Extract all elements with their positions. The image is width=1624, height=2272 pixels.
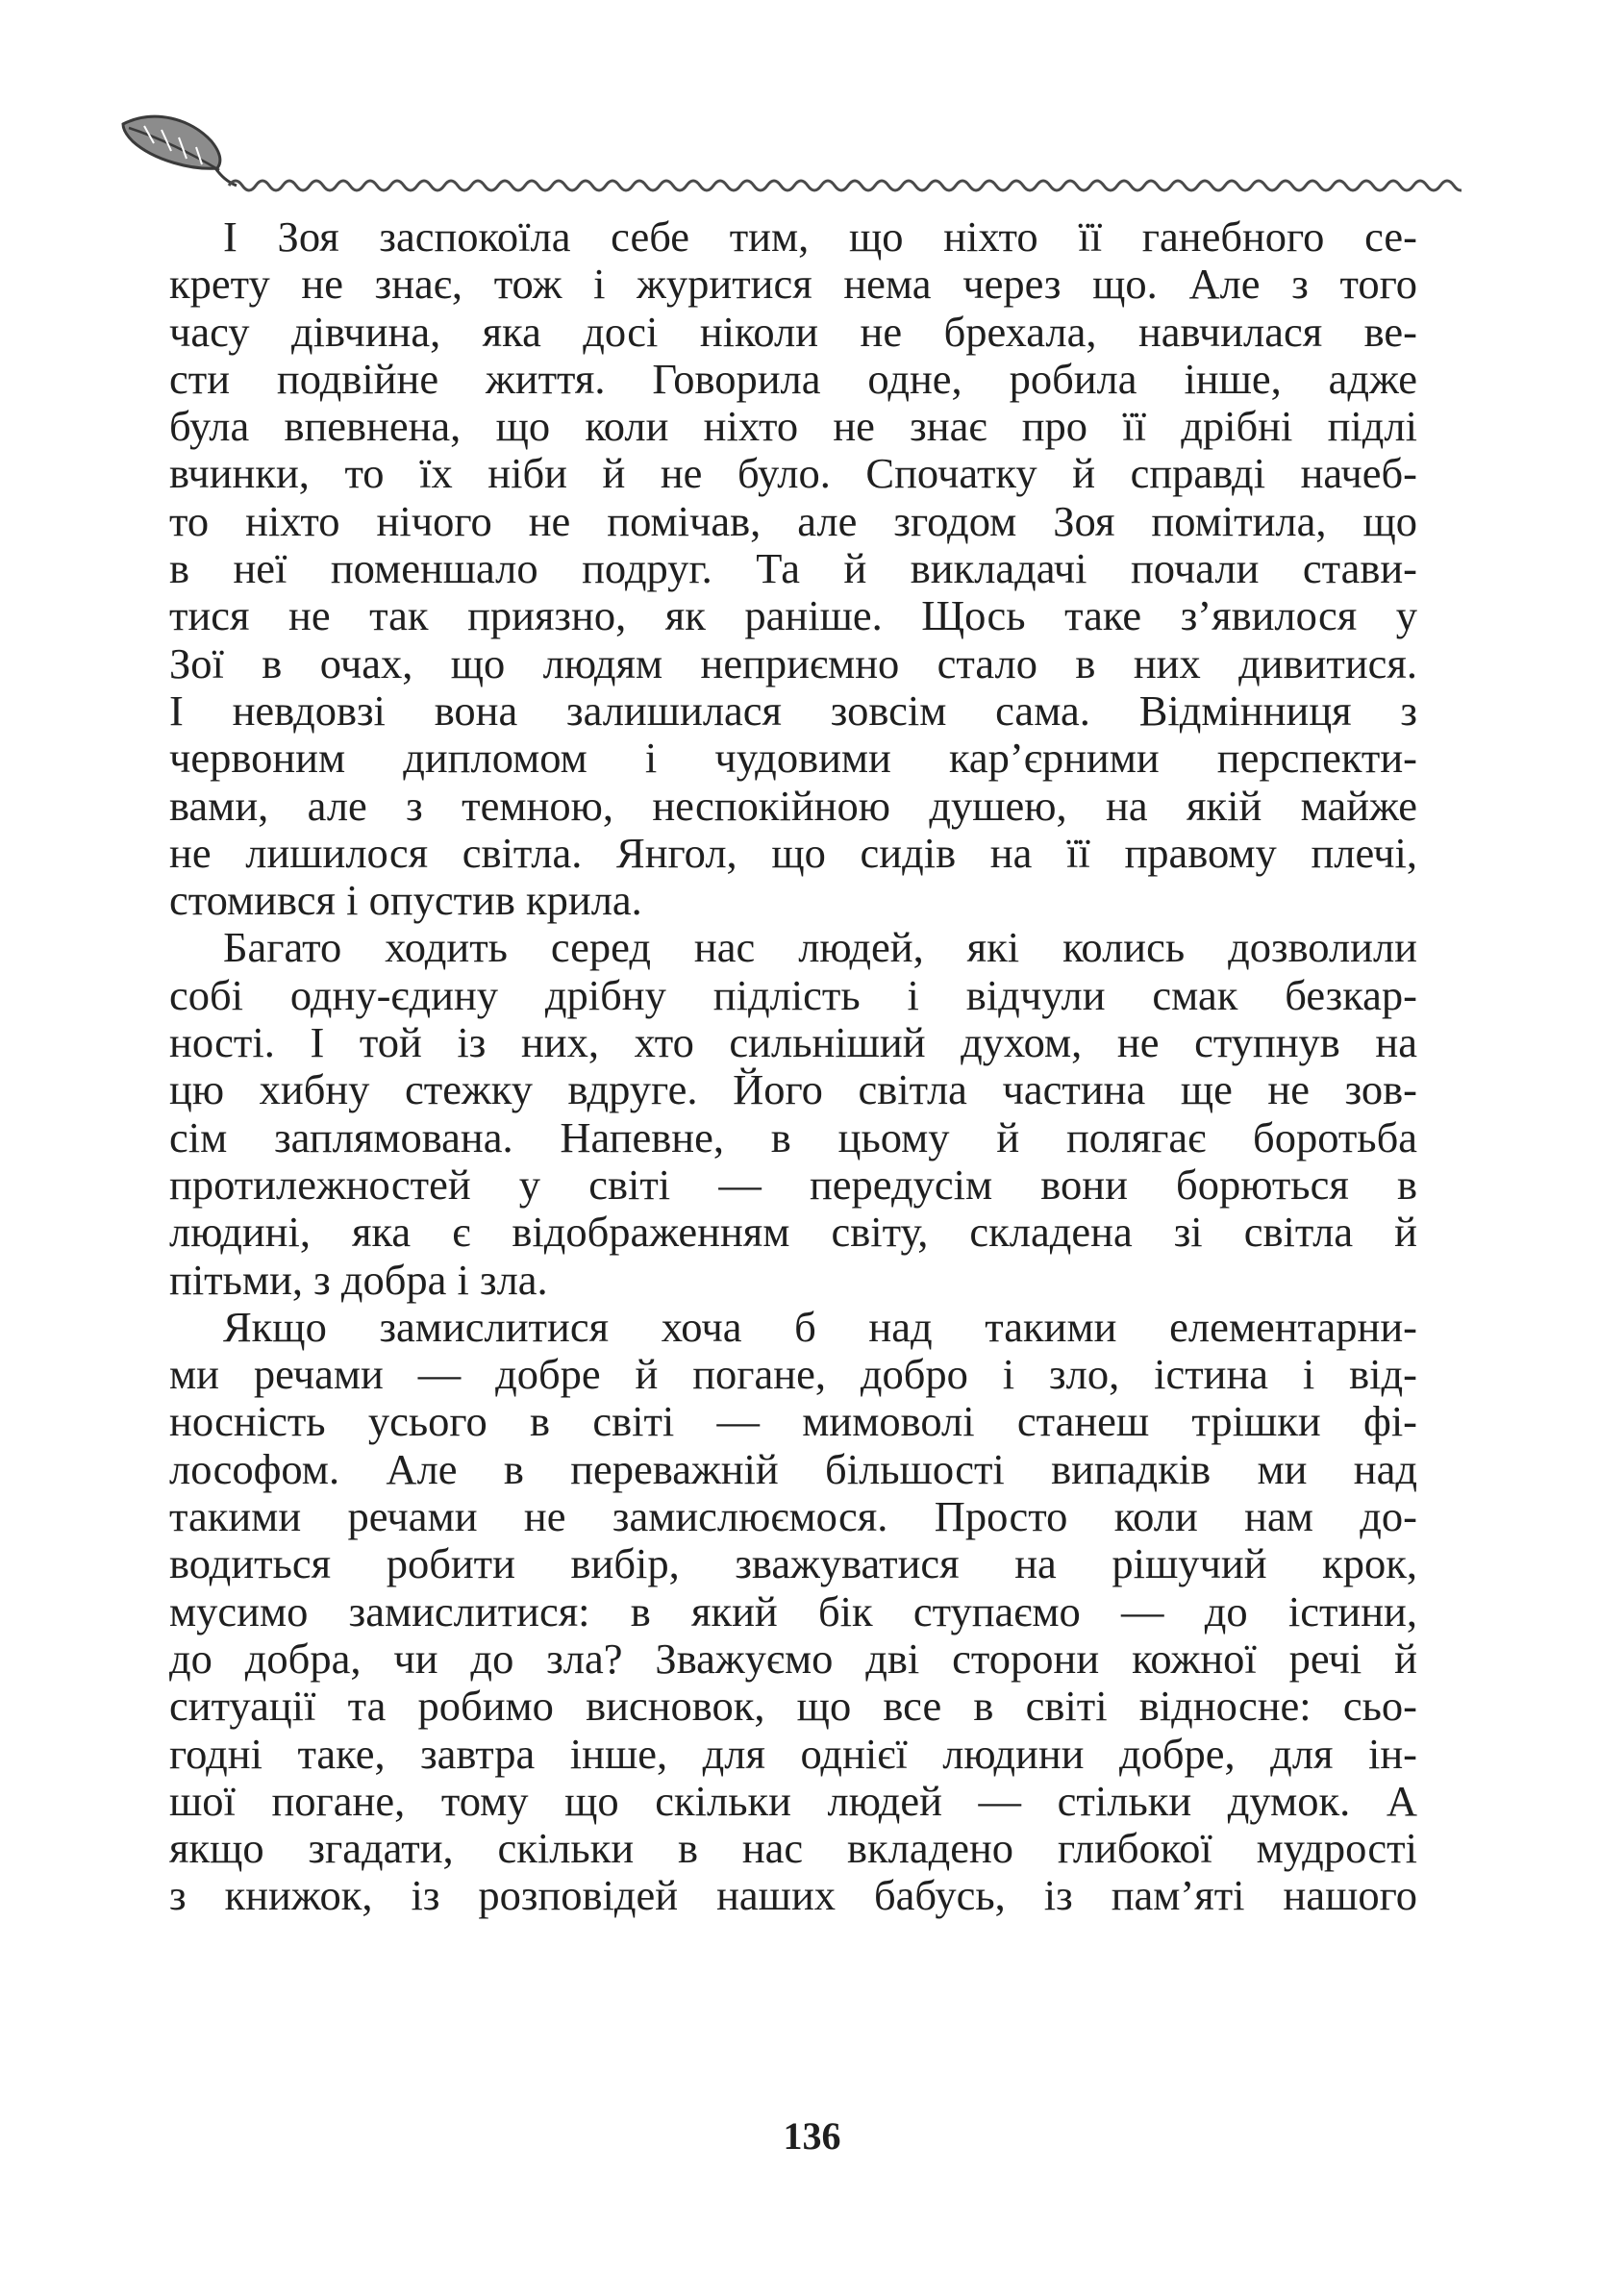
header-ornament: [115, 101, 1462, 207]
text-line: такими речами не замислюємося. Просто коли нам до-: [169, 1492, 1417, 1541]
text-line: тися не так приязно, як раніше. Щось таке з’явилося у: [169, 591, 1417, 640]
text-line: Якщо замислитися хоча б над такими елементарни-: [223, 1302, 1417, 1351]
text-line: ми речами — добре й погане, добро і зло, істина і від-: [169, 1350, 1417, 1399]
text-line: то ніхто нічого не помічав, але згодом Зоя помітила, що: [169, 496, 1417, 545]
body-text: [169, 213, 1417, 1920]
text-line: ності. І той із них, хто сильніший духом, не ступнув на: [169, 1018, 1417, 1067]
text-line: мусимо замислитися: в який бік ступаємо — до істини,: [169, 1586, 1417, 1635]
text-line: лософом. Але в переважній більшості випадків ми над: [169, 1444, 1417, 1493]
text-line: І невдовзі вона залишилася зовсім сама. Відмінниця з: [169, 686, 1417, 735]
text-line: сти подвійне життя. Говорила одне, робила інше, адже: [169, 354, 1417, 403]
text-line: собі одну-єдину дрібну підлість і відчули смак безкар-: [169, 970, 1417, 1019]
text-line: з книжок, із розповідей наших бабусь, із пам’яті нашого: [169, 1871, 1417, 1920]
text-line: до добра, чи до зла? Зважуємо дві сторони кожної речі й: [169, 1634, 1417, 1683]
feather-icon: [123, 116, 237, 186]
text-line: червоним дипломом і чудовими кар’єрними перспекти-: [169, 734, 1417, 783]
text-line: І Зоя заспокоїла себе тим, що ніхто її ганебного се-: [223, 212, 1417, 261]
page-number: 136: [783, 2114, 841, 2158]
text-line: ситуації та робимо висновок, що все в світі відносне: сьо-: [169, 1682, 1417, 1731]
text-line: сім заплямована. Напевне, в цьому й полягає боротьба: [169, 1112, 1417, 1161]
text-line: годні таке, завтра інше, для однієї людини добре, для ін-: [169, 1729, 1417, 1778]
text-line: Зої в очах, що людям неприємно стало в них дивитися.: [169, 638, 1417, 687]
text-line: протилежностей у світі — передусім вони борються в: [169, 1160, 1417, 1209]
text-line: шої погане, тому що скільки людей — стільки думок. А: [169, 1776, 1417, 1825]
text-line: цю хибну стежку вдруге. Його світла частина ще не зов-: [169, 1065, 1417, 1114]
wavy-divider: [229, 181, 1462, 190]
text-line: носність усього в світі — мимоволі станеш трішки фі-: [169, 1397, 1417, 1446]
text-line: людині, яка є відображенням світу, складена зі світла й: [169, 1208, 1417, 1257]
text-line: в неї поменшало подруг. Та й викладачі почали стави-: [169, 544, 1417, 593]
text-line: була впевнена, що коли ніхто не знає про її дрібні підлі: [169, 402, 1417, 451]
text-line: пітьми, з добра і зла.: [169, 1255, 548, 1304]
text-line: не лишилося світла. Янгол, що сидів на її правому плечі,: [169, 828, 1417, 877]
text-line: стомився і опустив крила.: [169, 876, 642, 925]
text-line: водиться робити вибір, зважуватися на рішучий крок,: [169, 1539, 1417, 1588]
text-line: Багато ходить серед нас людей, які колись дозволили: [223, 923, 1417, 972]
text-line: вами, але з темною, неспокійною душею, на якій майже: [169, 781, 1417, 830]
text-line: часу дівчина, яка досі ніколи не брехала, навчилася ве-: [169, 307, 1417, 356]
text-line: вчинки, то їх ніби й не було. Спочатку й справді начеб-: [169, 449, 1417, 498]
text-line: якщо згадати, скільки в нас вкладено глибокої мудрості: [169, 1824, 1417, 1873]
text-line: крету не знає, тож і журитися нема через що. Але з того: [169, 260, 1417, 309]
